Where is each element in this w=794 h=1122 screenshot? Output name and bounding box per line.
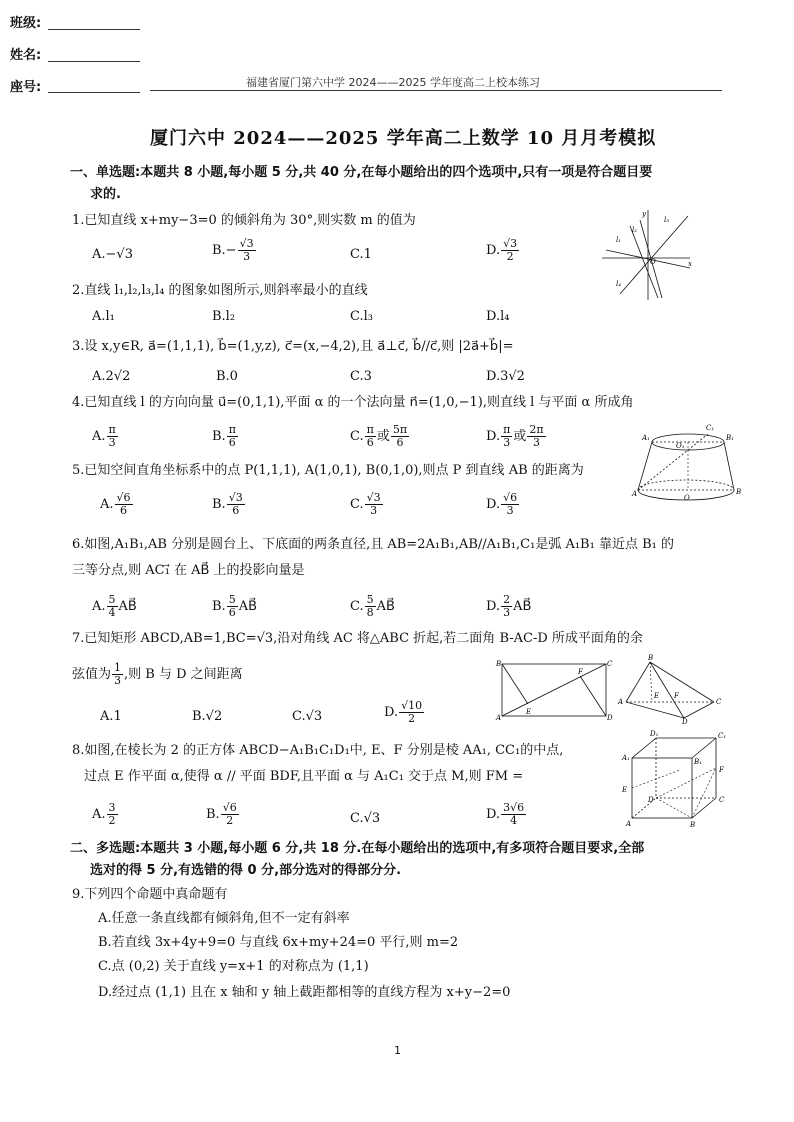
q3-option-c[interactable]: C.3	[350, 369, 372, 384]
q8-fig-b: B	[690, 821, 696, 829]
q5-option-b-frac: $\frac{√3}{6}$	[228, 491, 243, 517]
q5-fig-o1: O₁	[676, 442, 685, 450]
q4-option-d[interactable]	[486, 424, 547, 449]
q8-option-a[interactable]	[92, 802, 119, 827]
q2-stem: 2.直线 l₁,l₂,l₃,l₄ 的图象如图所示,则斜率最小的直线	[72, 283, 368, 298]
q6-stem-line1: 6.如图,A₁B₁,AB 分别是圆台上、下底面的两条直径,且 AB=2A₁B₁,AB//A₁B₁,C₁是弧 A₁B₁ 靠近点 B₁ 的	[72, 537, 674, 552]
q5-fig-c1: C₁	[706, 424, 715, 432]
q6-option-a-frac: $\frac{5}{4}$	[108, 593, 116, 619]
q1-option-d[interactable]	[486, 238, 520, 263]
q6-stem-line2: 三等分点,则 AC₁⃗ 在 AB⃗ 上的投影向量是	[72, 563, 305, 578]
q9-option-b[interactable]: B.若直线 3x+4y+9=0 与直线 6x+my+24=0 平行,则 m=2	[98, 935, 459, 950]
q7-fig2-f: F	[674, 692, 679, 700]
q6-option-b-vec: AB⃗	[238, 599, 257, 614]
q9-option-a[interactable]: A.任意一条直线都有倾斜角,但不一定有斜率	[98, 911, 350, 926]
q6-option-d-prefix: D.	[486, 599, 501, 614]
q7-rectangle-figure	[494, 658, 612, 722]
q7-fig1-d: D	[607, 714, 613, 722]
q2-fig-y: y	[642, 210, 646, 218]
q6-option-c-prefix: C.	[350, 599, 364, 614]
q8-fig-d: D	[648, 796, 654, 804]
q7-stem-frac: $\frac{1}{3}$	[114, 661, 122, 687]
q1-option-b-frac: $\frac{√3}{3}$	[239, 237, 254, 263]
q5-option-a-prefix: A.	[100, 497, 114, 512]
q2-fig-l2: l₂	[632, 226, 638, 234]
q2-option-d[interactable]: D.l₄	[486, 309, 510, 324]
q7-fig1-f: F	[578, 668, 583, 676]
q4-option-c-frac1: $\frac{\pi}{6}$	[366, 423, 374, 449]
q7-option-c[interactable]: C.√3	[292, 709, 323, 724]
q5-option-c-prefix: C.	[350, 497, 364, 512]
q8-option-d[interactable]	[486, 802, 527, 827]
q7-fig2-c: C	[716, 698, 722, 706]
q7-fig2-e: E	[654, 692, 660, 700]
q5-option-a[interactable]	[100, 492, 134, 517]
q2-option-b[interactable]: B.l₂	[212, 309, 236, 324]
q5-fig-a: A	[632, 490, 638, 498]
q3-option-d[interactable]: D.3√2	[486, 369, 525, 384]
q8-option-b[interactable]	[206, 802, 240, 827]
q2-option-c[interactable]: C.l₃	[350, 309, 373, 324]
header-rule	[150, 90, 722, 91]
q7-fig1-a: A	[496, 714, 502, 722]
q4-option-a[interactable]	[92, 424, 119, 449]
q7-fig2-b: B	[648, 654, 654, 662]
q6-option-c[interactable]	[350, 594, 395, 619]
seat-blank[interactable]	[48, 91, 140, 93]
q6-option-a-prefix: A.	[92, 599, 106, 614]
q6-option-b-prefix: B.	[212, 599, 226, 614]
q7-stem-post: ,则 B 与 D 之间距离	[124, 667, 243, 682]
q7-option-d-frac: $\frac{√10}{2}$	[401, 699, 423, 725]
q2-fig-l3: l₃	[664, 216, 670, 224]
section2-line2: 选对的得 5 分,有选错的得 0 分,部分选对的得部分分.	[90, 863, 402, 878]
q7-stem-line2	[72, 662, 243, 687]
running-header: 福建省厦门第六中学 2024——2025 学年度高二上校本练习	[246, 76, 540, 89]
q6-option-b-frac: $\frac{5}{6}$	[228, 593, 236, 619]
q4-option-d-prefix: D.	[486, 429, 501, 444]
q8-fig-b1: B₁	[694, 758, 702, 766]
q6-option-c-frac: $\frac{5}{8}$	[366, 593, 374, 619]
section2-line1: 二、多选题:本题共 3 小题,每小题 6 分,共 18 分.在每小题给出的选项中,有多项符合题目要求,全部	[70, 841, 645, 856]
q8-option-a-prefix: A.	[92, 807, 106, 822]
q8-stem-line2: 过点 E 作平面 α,使得 α // 平面 BDF,且平面 α 与 A₁C₁ 交于点 M,则 FM =	[84, 769, 524, 784]
q4-option-b-prefix: B.	[212, 429, 226, 444]
q1-option-a[interactable]: A.−√3	[92, 247, 133, 262]
q8-fig-c: C	[719, 796, 725, 804]
q4-option-d-frac1: $\frac{\pi}{3}$	[503, 423, 511, 449]
q7-stem-pre: 弦值为	[72, 667, 112, 682]
q7-fig1-b: B	[496, 660, 502, 668]
q4-option-a-prefix: A.	[92, 429, 106, 444]
q7-stem-line1: 7.已知矩形 ABCD,AB=1,BC=√3,沿对角线 AC 将△ABC 折起,若二面角 B-AC-D 所成平面角的余	[72, 631, 643, 646]
q6-option-c-vec: AB⃗	[376, 599, 395, 614]
q8-option-d-frac: $\frac{3√6}{4}$	[503, 801, 525, 827]
q8-option-c[interactable]: C.√3	[350, 811, 381, 826]
q1-stem: 1.已知直线 x+my−3=0 的倾斜角为 30°,则实数 m 的值为	[72, 213, 416, 228]
class-label: 班级:	[10, 16, 42, 31]
q1-option-b-prefix: B.−	[212, 243, 237, 258]
q7-fig1-c: C	[607, 660, 613, 668]
q1-option-d-prefix: D.	[486, 243, 501, 258]
q4-option-d-mid: 或	[513, 429, 527, 444]
q9-option-c[interactable]: C.点 (0,2) 关于直线 y=x+1 的对称点为 (1,1)	[98, 959, 369, 974]
q6-option-a[interactable]	[92, 594, 137, 619]
q5-option-d-prefix: D.	[486, 497, 501, 512]
q5-frustum-figure	[632, 420, 742, 504]
q5-fig-b1: B₁	[726, 434, 734, 442]
q3-option-b[interactable]: B.0	[216, 369, 238, 384]
q4-option-b[interactable]	[212, 424, 239, 449]
q4-option-c-mid: 或	[376, 429, 390, 444]
q8-fig-d1: D₁	[650, 730, 659, 738]
q2-fig-x: x	[688, 260, 692, 268]
q8-option-b-frac: $\frac{√6}{2}$	[222, 801, 237, 827]
q5-fig-b: B	[736, 488, 742, 496]
name-label: 姓名:	[10, 48, 42, 63]
q2-lines-figure	[598, 206, 694, 302]
q7-option-d-prefix: D.	[384, 705, 399, 720]
q8-cube-figure	[620, 730, 732, 830]
section1-line2: 求的.	[90, 187, 121, 202]
q7-option-b[interactable]: B.√2	[192, 709, 223, 724]
q5-option-b[interactable]	[212, 492, 246, 517]
q1-option-c[interactable]: C.1	[350, 247, 372, 262]
q9-stem: 9.下列四个命题中真命题有	[72, 887, 228, 902]
q8-fig-a1: A₁	[622, 754, 630, 762]
q7-fig2-d: D	[682, 718, 688, 726]
class-blank[interactable]	[48, 28, 140, 30]
q2-fig-o: O	[650, 258, 656, 266]
q4-option-c-frac2: $\frac{5\pi}{6}$	[392, 423, 408, 449]
q4-option-d-frac2: $\frac{2\pi}{3}$	[529, 423, 544, 449]
q4-option-c-prefix: C.	[350, 429, 364, 444]
seat-label: 座号:	[10, 80, 42, 95]
q5-option-d-frac: $\frac{√6}{3}$	[503, 491, 518, 517]
q6-option-b[interactable]	[212, 594, 257, 619]
q3-stem: 3.设 x,y∈R, a⃗=(1,1,1), b⃗=(1,y,z), c⃗=(x,−4,2),且 a⃗⊥c⃗, b⃗//c⃗,则 |2a⃗+b⃗|=	[72, 339, 514, 354]
q8-option-b-prefix: B.	[206, 807, 220, 822]
q8-fig-f: F	[719, 766, 724, 774]
q6-option-d[interactable]	[486, 594, 531, 619]
q7-option-a[interactable]: A.1	[100, 709, 122, 724]
q5-stem: 5.已知空间直角坐标系中的点 P(1,1,1), A(1,0,1), B(0,1,0),则点 P 到直线 AB 的距离为	[72, 463, 584, 478]
q5-option-d[interactable]	[486, 492, 520, 517]
q5-fig-o: O	[684, 494, 690, 502]
q6-option-d-frac: $\frac{2}{3}$	[503, 593, 511, 619]
q6-option-d-vec: AB⃗	[513, 599, 532, 614]
page-number: 1	[394, 1044, 401, 1057]
name-blank[interactable]	[48, 60, 140, 62]
q5-option-b-prefix: B.	[212, 497, 226, 512]
q4-option-b-frac: $\frac{\pi}{6}$	[228, 423, 236, 449]
q2-fig-l1: l₁	[616, 236, 622, 244]
q8-option-a-frac: $\frac{3}{2}$	[108, 801, 116, 827]
q5-option-c[interactable]	[350, 492, 384, 517]
q8-fig-e: E	[622, 786, 628, 794]
q6-option-a-vec: AB⃗	[118, 599, 137, 614]
q1-option-d-frac: $\frac{√3}{2}$	[503, 237, 518, 263]
q3-option-a[interactable]: A.2√2	[92, 369, 131, 384]
q8-stem-line1: 8.如图,在棱长为 2 的正方体 ABCD−A₁B₁C₁D₁中, E、F 分别是棱 AA₁, CC₁的中点,	[72, 743, 564, 758]
q4-option-c[interactable]	[350, 424, 410, 449]
page-title: 厦门六中 2024——2025 学年高二上数学 10 月月考模拟	[150, 128, 657, 149]
q9-option-d[interactable]: D.经过点 (1,1) 且在 x 轴和 y 轴上截距都相等的直线方程为 x+y−2=0	[98, 985, 511, 1000]
q7-fig1-e: E	[526, 708, 532, 716]
q8-fig-c1: C₁	[718, 732, 727, 740]
section1-line1: 一、单选题:本题共 8 小题,每小题 5 分,共 40 分,在每小题给出的四个选项中,只有一项是符合题目要	[70, 165, 653, 180]
q8-fig-a: A	[626, 820, 632, 828]
q7-folded-figure	[618, 654, 722, 724]
q5-option-a-frac: $\frac{√6}{6}$	[116, 491, 131, 517]
q5-option-c-frac: $\frac{√3}{3}$	[366, 491, 381, 517]
q7-option-d[interactable]	[384, 700, 425, 725]
q5-fig-a1: A₁	[642, 434, 650, 442]
q2-fig-l4: l₄	[616, 280, 622, 288]
q1-option-b[interactable]	[212, 238, 257, 263]
q8-option-d-prefix: D.	[486, 807, 501, 822]
q4-option-a-frac: $\frac{\pi}{3}$	[108, 423, 116, 449]
q2-option-a[interactable]: A.l₁	[92, 309, 115, 324]
q7-fig2-a: A	[618, 698, 624, 706]
q4-stem: 4.已知直线 l 的方向向量 u⃗=(0,1,1),平面 α 的一个法向量 n⃗=(1,0,−1),则直线 l 与平面 α 所成角	[72, 395, 634, 410]
